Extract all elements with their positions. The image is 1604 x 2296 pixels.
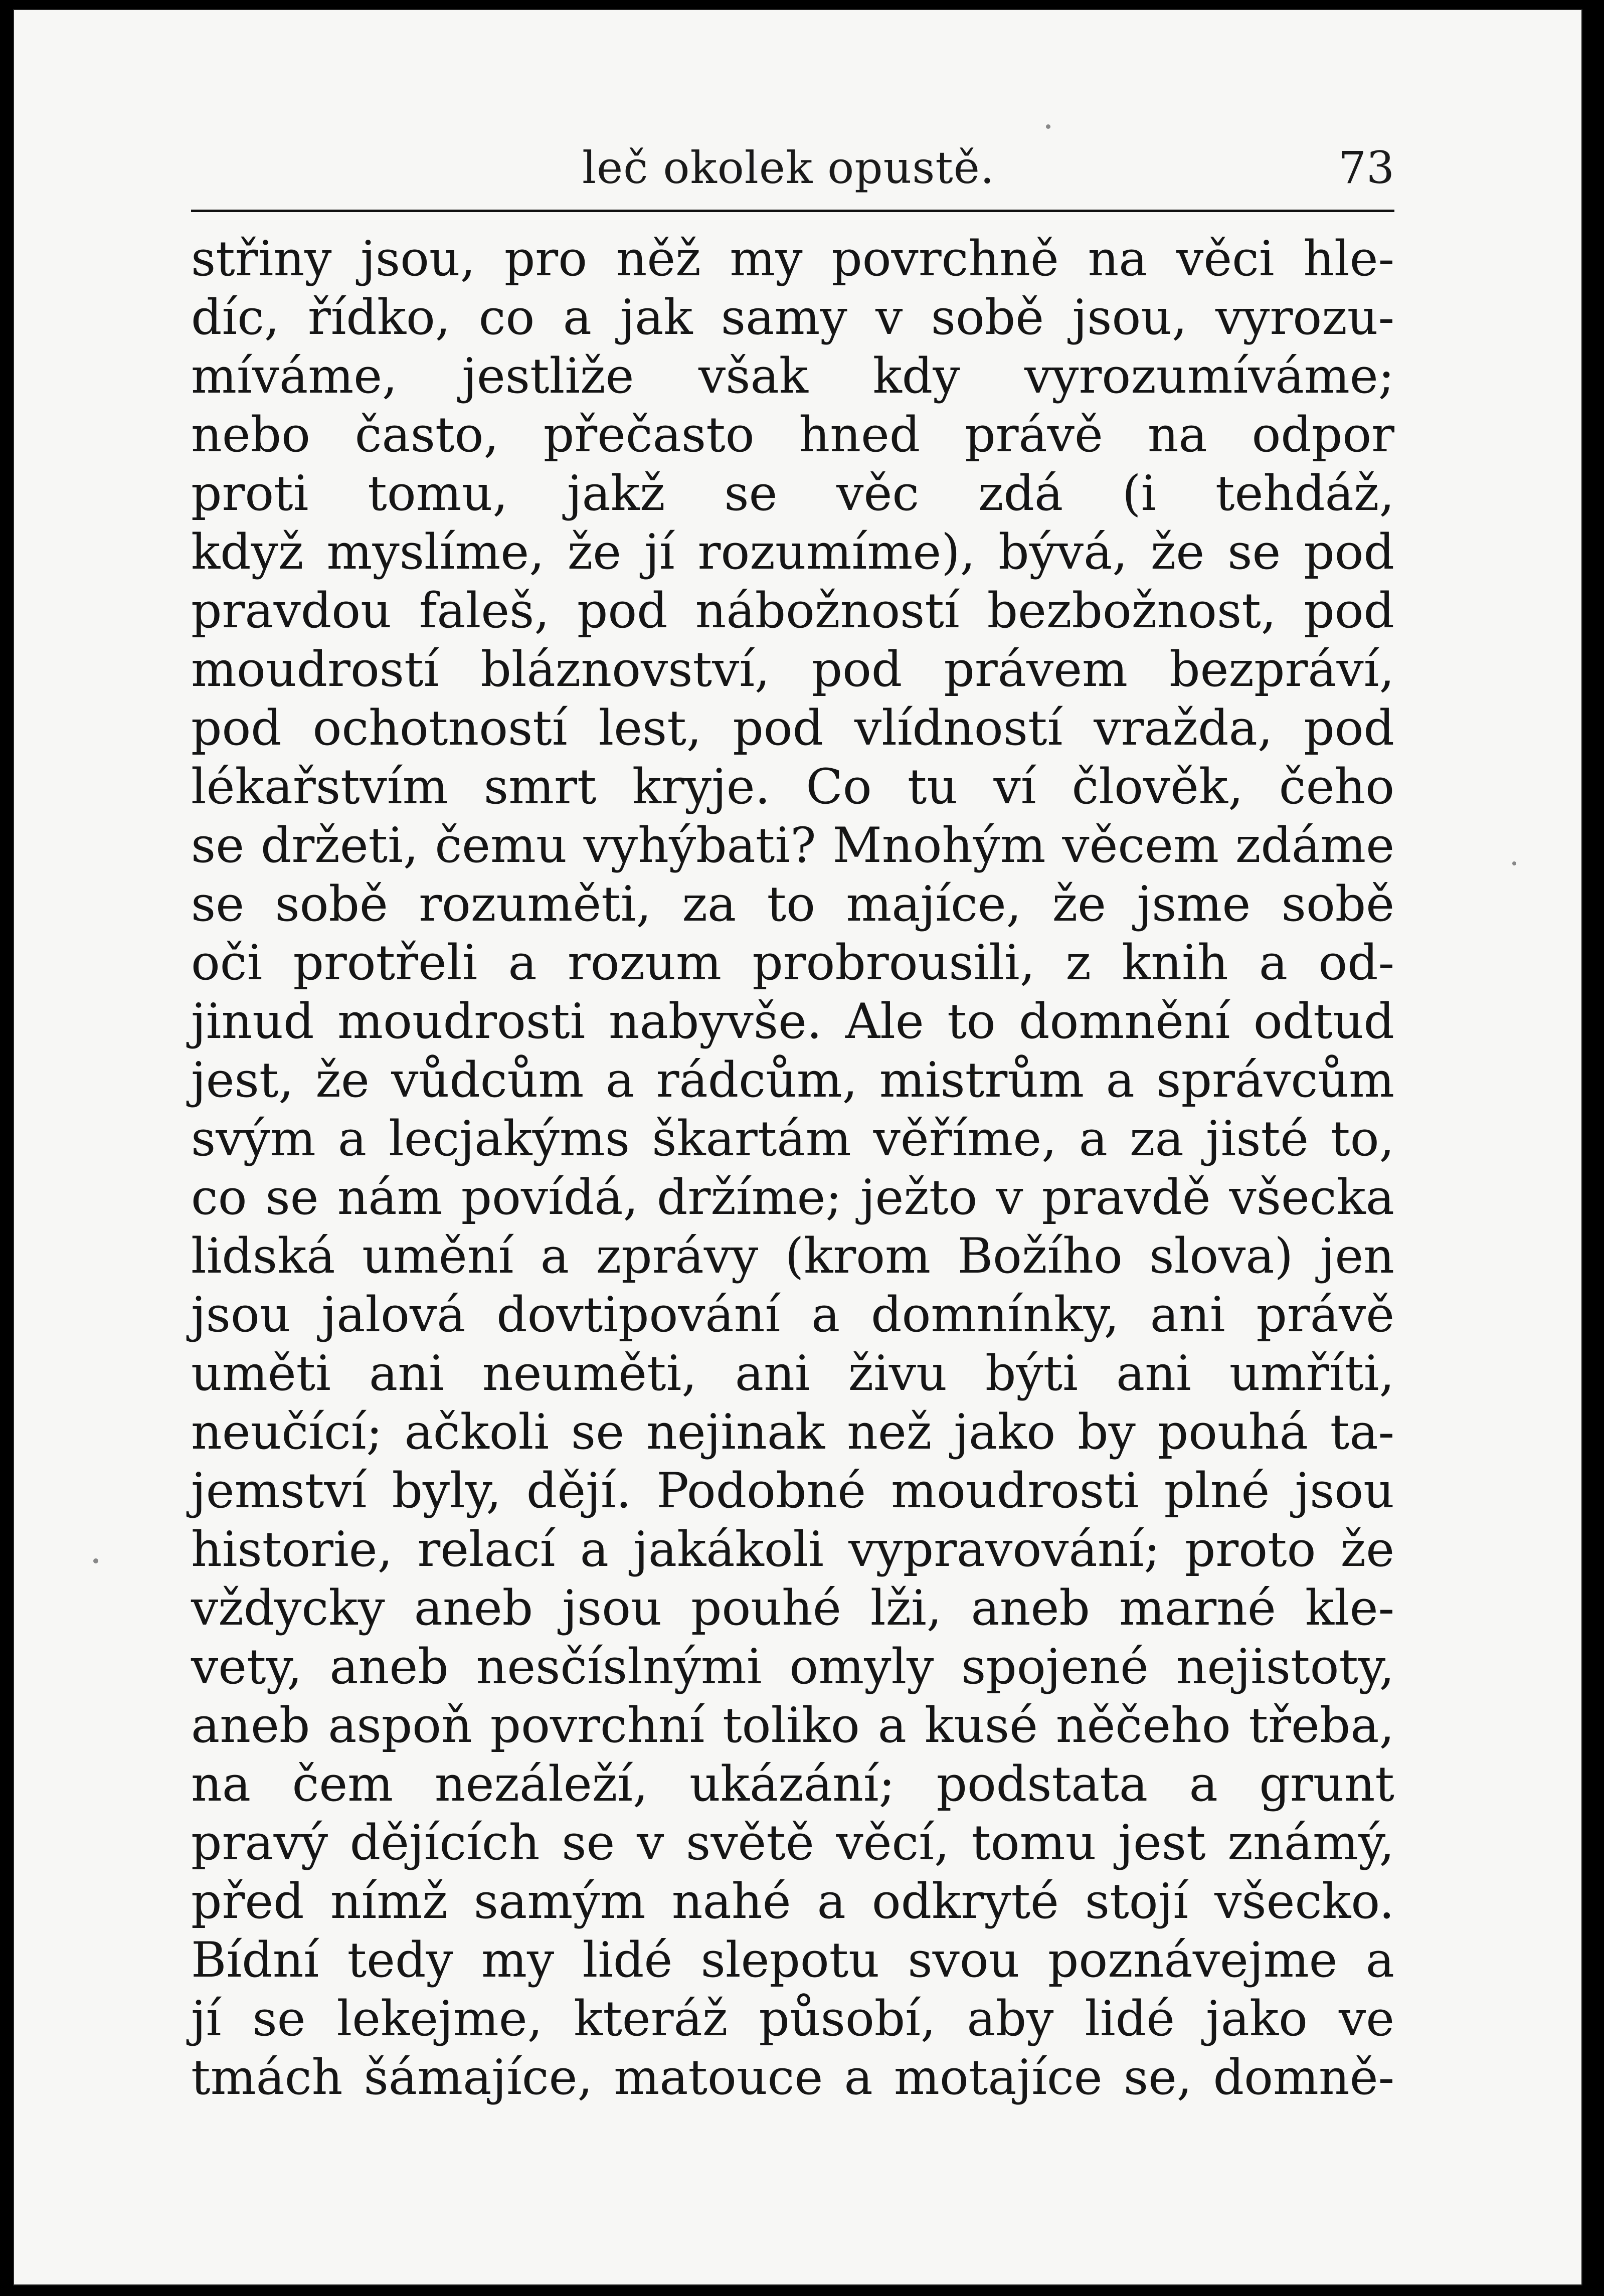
text-line: moudrostí bláznovství, pod právem bezpráví, bbox=[191, 641, 1394, 697]
text-line: tmách šámajíce, matouce a motajíce se, domně- bbox=[191, 2049, 1394, 2105]
page-header bbox=[191, 24, 1394, 230]
text-line: lidská umění a zprávy (krom Božího slova) jen bbox=[191, 1228, 1394, 1284]
text-line: pravý dějících se v světě věcí, tomu jest známý, bbox=[191, 1815, 1394, 1871]
text-line: vety, aneb nesčíslnými omyly spojené nejistoty, bbox=[191, 1639, 1394, 1695]
running-title: leč okolek opustě. bbox=[582, 142, 995, 194]
text-line: jest, že vůdcům a rádcům, mistrům a správcům bbox=[191, 1052, 1394, 1108]
text-line: historie, relací a jakákoli vypravování; proto že bbox=[191, 1521, 1394, 1577]
text-line: když myslíme, že jí rozumíme), bývá, že se pod bbox=[191, 524, 1394, 580]
text-line: díc, řídko, co a jak samy v sobě jsou, vyrozu- bbox=[191, 289, 1394, 345]
text-line: svým a lecjakýms škartám věříme, a za jisté to, bbox=[191, 1111, 1394, 1167]
header-rule bbox=[191, 210, 1394, 212]
page-number: 73 bbox=[1338, 142, 1394, 194]
text-line: jí se lekejme, kteráž působí, aby lidé jako ve bbox=[191, 1991, 1394, 2047]
text-line: pod ochotností lest, pod vlídností vražda, pod bbox=[191, 700, 1394, 756]
text-line: lékařstvím smrt kryje. Co tu ví člověk, čeho bbox=[191, 759, 1394, 815]
text-line: aneb aspoň povrchní toliko a kusé něčeho třeba, bbox=[191, 1697, 1394, 1753]
text-line: se držeti, čemu vyhýbati? Mnohým věcem zdáme bbox=[191, 817, 1394, 873]
book-page bbox=[13, 9, 1582, 2285]
text-line: uměti ani neuměti, ani živu býti ani umříti, bbox=[191, 1345, 1394, 1401]
paper-speck bbox=[1512, 861, 1516, 865]
body-text bbox=[191, 230, 1394, 2107]
text-line: jemství byly, dějí. Podobné moudrosti plné jsou bbox=[191, 1463, 1394, 1519]
text-line: na čem nezáleží, ukázání; podstata a grunt bbox=[191, 1756, 1394, 1812]
text-line: jsou jalová dovtipování a domnínky, ani právě bbox=[191, 1287, 1394, 1343]
text-line: pravdou faleš, pod nábožností bezbožnost, pod bbox=[191, 583, 1394, 639]
text-line: proti tomu, jakž se věc zdá (i tehdáž, bbox=[191, 465, 1394, 521]
text-line: Bídní tedy my lidé slepotu svou poznávejme a bbox=[191, 1932, 1394, 1988]
text-line: se sobě rozuměti, za to majíce, že jsme sobě bbox=[191, 876, 1394, 932]
text-line: neučící; ačkoli se nejinak než jako by pouhá ta- bbox=[191, 1404, 1394, 1460]
text-line: vždycky aneb jsou pouhé lži, aneb marné kle- bbox=[191, 1580, 1394, 1636]
text-line: střiny jsou, pro něž my povrchně na věci hle- bbox=[191, 231, 1394, 287]
paper-speck bbox=[1046, 124, 1050, 129]
text-line: oči protřeli a rozum probrousili, z knih a od- bbox=[191, 935, 1394, 991]
text-line: před nímž samým nahé a odkryté stojí všecko. bbox=[191, 1873, 1394, 1929]
paper-speck bbox=[93, 1558, 98, 1563]
text-line: jinud moudrosti nabyvše. Ale to domnění odtud bbox=[191, 993, 1394, 1049]
text-line: míváme, jestliže však kdy vyrozumíváme; bbox=[191, 348, 1394, 404]
text-line: co se nám povídá, držíme; ježto v pravdě všecka bbox=[191, 1169, 1394, 1225]
text-line: nebo často, přečasto hned právě na odpor bbox=[191, 407, 1394, 463]
